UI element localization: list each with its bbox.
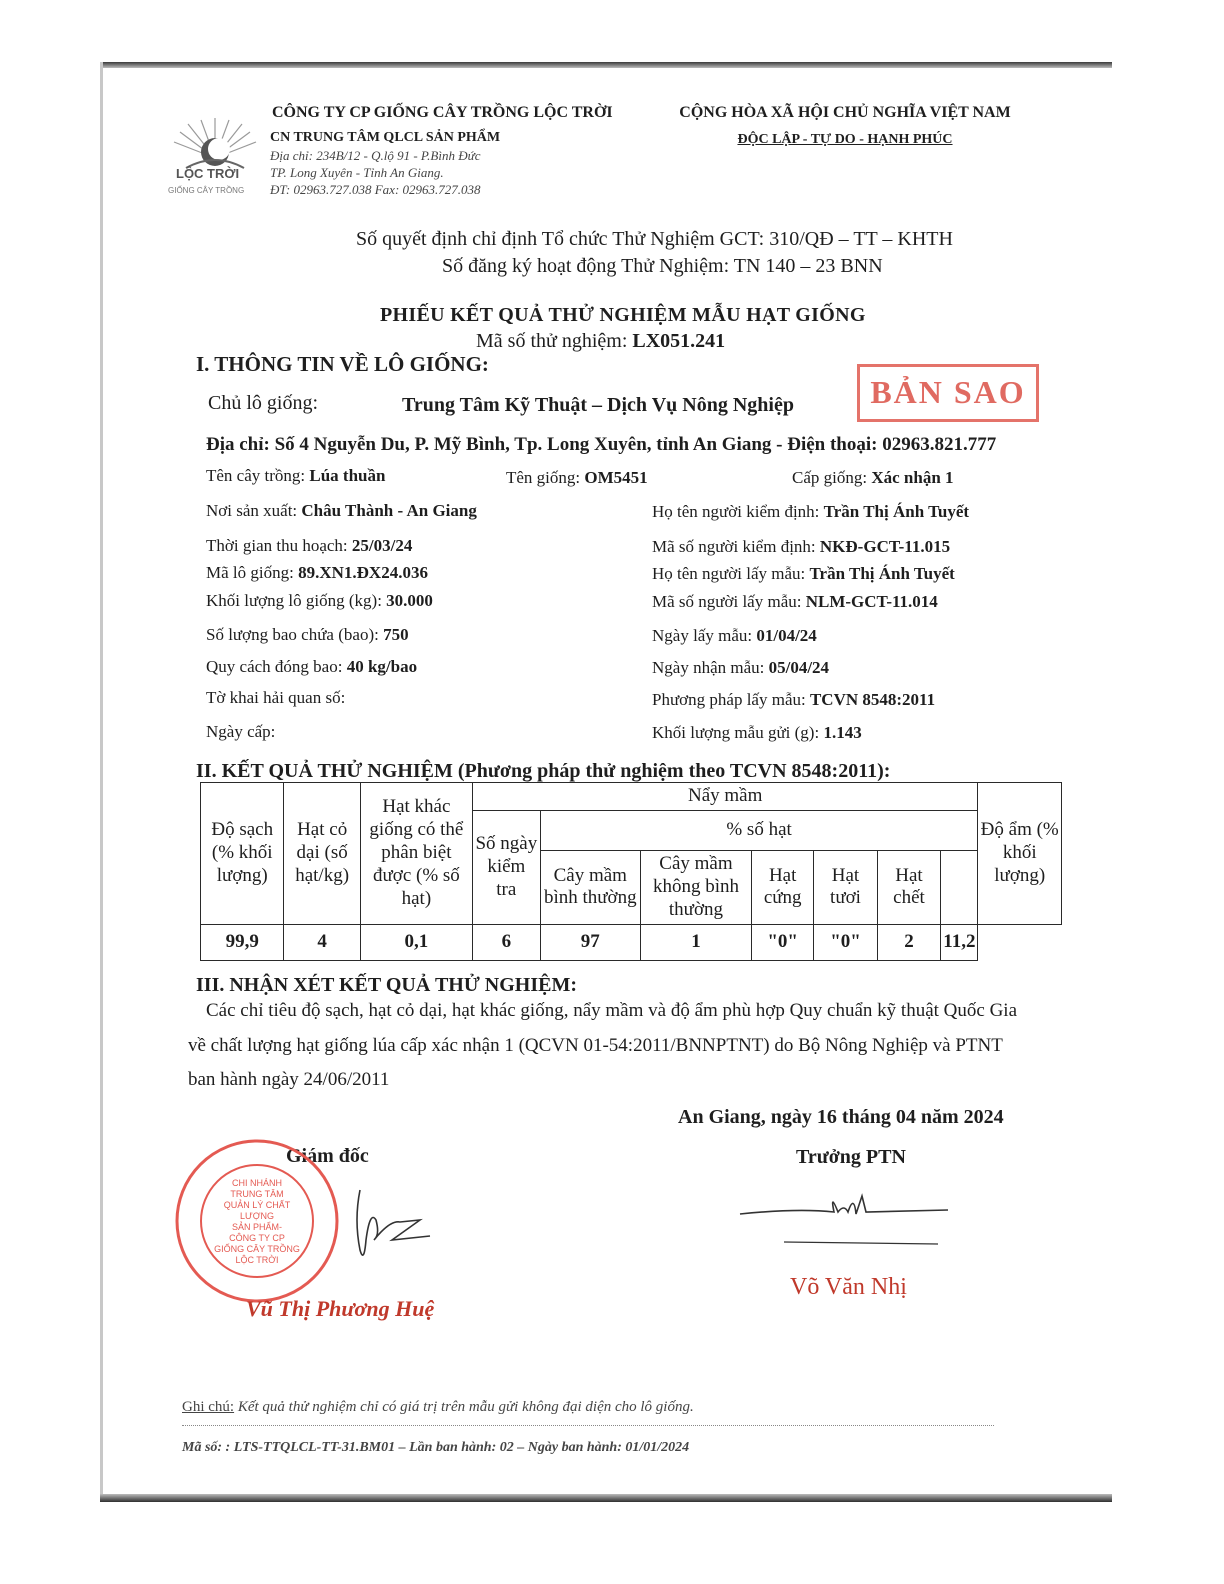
note-text: Kết quả thử nghiệm chỉ có giá trị trên mẫu gửi không đại diện cho lô giống. <box>237 1399 694 1415</box>
weight-label: Khối lượng lô giống (kg): <box>206 591 382 610</box>
customs-label: Tờ khai hải quan số: <box>206 688 346 707</box>
section-2-heading: II. KẾT QUẢ THỬ NGHIỆM (Phương pháp thử nghiệm theo TCVN 8548:2011): <box>196 760 891 782</box>
inspector-code-field <box>652 537 950 557</box>
crop-label: Tên cây trồng: <box>206 466 306 485</box>
value-dead: 2 <box>877 924 941 960</box>
scan-edge-left <box>100 62 103 1502</box>
packing-value: 40 kg/bao <box>346 657 418 676</box>
value-purity: 99,9 <box>201 924 284 960</box>
lab-head-name: Võ Văn Nhị <box>790 1274 907 1300</box>
nation-title: CỘNG HÒA XÃ HỘI CHỦ NGHĨA VIỆT NAM <box>679 104 1011 121</box>
place-date: An Giang, ngày 16 tháng 04 năm 2024 <box>678 1106 1004 1128</box>
value-moisture: 11,2 <box>941 924 978 960</box>
footer-divider <box>182 1425 994 1426</box>
bags-label: Số lượng bao chứa (bao): <box>206 625 379 644</box>
decision-line-2: Số đăng ký hoạt động Thử Nghiệm: TN 140 – 23 BNN <box>442 255 883 277</box>
owner-address: Địa chỉ: Số 4 Nguyễn Du, P. Mỹ Bình, Tp. Long Xuyên, tỉnh An Giang - Điện thoại: 02963.821.777 <box>206 434 997 455</box>
inspector-code-value: NKĐ-GCT-11.015 <box>819 537 951 556</box>
sample-date-field <box>652 626 817 646</box>
header-moisture: Độ ẩm (% khối lượng) <box>978 783 1062 925</box>
scan-edge-top <box>100 62 1112 68</box>
header-other-variety: Hạt khác giống có thể phân biệt được (% số hạt) <box>360 783 472 925</box>
value-weed: 4 <box>284 924 360 960</box>
sample-weight-label: Khối lượng mẫu gửi (g): <box>652 723 820 742</box>
remark-line-1: Các chỉ tiêu độ sạch, hạt cỏ dại, hạt khác giống, nẩy mầm và độ ẩm phù hợp Quy chuẩn kỹ thuật Quốc Gia <box>206 1000 1017 1021</box>
crop-field <box>206 466 385 486</box>
place-label: Nơi sản xuất: <box>206 501 298 520</box>
value-hard: "0" <box>752 924 814 960</box>
inspector-value: Trần Thị Ánh Tuyết <box>823 502 970 521</box>
company-phone: ĐT: 02963.727.038 Fax: 02963.727.038 <box>270 182 481 197</box>
remark-line-3: ban hành ngày 24/06/2011 <box>188 1069 390 1090</box>
method-field <box>652 690 935 710</box>
company-name: CÔNG TY CP GIỐNG CÂY TRỒNG LỘC TRỜI <box>272 104 613 121</box>
company-seal <box>172 1136 342 1306</box>
director-title: Giám đốc <box>286 1145 369 1167</box>
variety-label: Tên giống: <box>506 468 581 487</box>
lab-head-signature-icon <box>738 1182 958 1252</box>
packing-label: Quy cách đóng bao: <box>206 657 343 676</box>
owner-value: Trung Tâm Kỹ Thuật – Dịch Vụ Nông Nghiệp <box>402 394 794 416</box>
scan-edge-bottom <box>100 1494 1112 1502</box>
issue-date-label: Ngày cấp: <box>206 722 276 741</box>
header-abnormal: Cây mầm không bình thường <box>640 850 751 924</box>
document-title: PHIẾU KẾT QUẢ THỬ NGHIỆM MẪU HẠT GIỐNG <box>380 304 866 326</box>
harvest-label: Thời gian thu hoạch: <box>206 536 348 555</box>
variety-value: OM5451 <box>584 468 648 487</box>
header-weed: Hạt cỏ dại (số hạt/kg) <box>284 783 360 925</box>
decision-line-1: Số quyết định chỉ định Tổ chức Thử Nghiệm GCT: 310/QĐ – TT – KHTH <box>356 228 953 250</box>
header-fresh: Hạt tươi <box>814 850 877 924</box>
sample-weight-field <box>652 723 862 743</box>
header-percent: % số hạt <box>540 810 978 850</box>
header-germination: Nẩy mầm <box>472 783 978 811</box>
test-code-label: Mã số thử nghiệm: <box>476 330 628 352</box>
seal-inner-text: CHI NHÁNH TRUNG TÂM QUẢN LÝ CHẤT LƯỢNG SẢN PHẨM- CÔNG TY CP GIỐNG CÂY TRỒNG LỘC TRỜI <box>214 1178 300 1265</box>
copy-stamp: BẢN SAO <box>857 364 1039 422</box>
logo-tagline: GIỐNG CÂY TRỒNG <box>168 186 245 195</box>
harvest-value: 25/03/24 <box>351 536 413 555</box>
place-value: Châu Thành - An Giang <box>301 501 477 520</box>
section-1-heading: I. THÔNG TIN VỀ LÔ GIỐNG: <box>196 352 489 376</box>
section-3-heading: III. NHẬN XÉT KẾT QUẢ THỬ NGHIỆM: <box>196 974 577 996</box>
sampler-code-field <box>652 592 938 612</box>
lab-head-title: Trưởng PTN <box>796 1146 906 1168</box>
footer-note <box>182 1399 694 1416</box>
header-hard: Hạt cứng <box>752 850 814 924</box>
header-normal: Cây mầm bình thường <box>540 850 640 924</box>
variety-field <box>506 468 648 488</box>
grade-field <box>792 468 954 488</box>
receive-date-field <box>652 658 829 678</box>
inspector-field <box>652 502 969 522</box>
value-normal: 97 <box>540 924 640 960</box>
sampler-value: Trần Thị Ánh Tuyết <box>809 564 955 583</box>
director-name: Vũ Thị Phương Huệ <box>246 1296 435 1321</box>
remark-line-2: về chất lượng hạt giống lúa cấp xác nhận 1 (QCVN 01-54:2011/BNNPTNT) do Bộ Nông Nghiệp và PTNT <box>188 1035 1003 1056</box>
method-label: Phương pháp lấy mẫu: <box>652 690 806 709</box>
value-fresh: "0" <box>814 924 877 960</box>
inspector-code-label: Mã số người kiểm định: <box>652 537 816 556</box>
sample-date-value: 01/04/24 <box>756 626 817 645</box>
header-dead: Hạt chết <box>877 850 941 924</box>
receive-date-value: 05/04/24 <box>768 658 830 677</box>
method-value: TCVN 8548:2011 <box>809 690 936 709</box>
company-branch: CN TRUNG TÂM QLCL SẢN PHẨM <box>270 130 501 145</box>
sampler-code-label: Mã số người lấy mẫu: <box>652 592 802 611</box>
sampler-field <box>652 564 955 584</box>
bags-field <box>206 625 409 645</box>
lot-value: 89.XN1.ĐX24.036 <box>298 563 428 582</box>
note-label: Ghi chú: <box>182 1399 235 1415</box>
lot-field <box>206 563 428 583</box>
value-abnormal: 1 <box>640 924 751 960</box>
company-address-2: TP. Long Xuyên - Tỉnh An Giang. <box>270 165 444 180</box>
sampler-code-value: NLM-GCT-11.014 <box>805 592 938 611</box>
test-code-line <box>476 330 725 353</box>
header-purity: Độ sạch (% khối lượng) <box>201 783 284 925</box>
bags-value: 750 <box>383 625 409 644</box>
weight-field <box>206 591 433 611</box>
nation-header <box>650 104 1040 148</box>
place-field <box>206 501 477 521</box>
company-address-1: Địa chỉ: 234B/12 - Q.lộ 91 - P.Bình Đức <box>270 148 481 163</box>
company-logo <box>166 112 264 204</box>
value-other-variety: 0,1 <box>360 924 472 960</box>
director-signature-icon <box>330 1180 440 1270</box>
header-days: Số ngày kiểm tra <box>472 810 540 924</box>
logo-brand: LỘC TRỜI <box>176 166 240 181</box>
inspector-label: Họ tên người kiểm định: <box>652 502 820 521</box>
owner-label: Chủ lô giống: <box>208 392 319 414</box>
packing-field <box>206 657 417 677</box>
test-code-value: LX051.241 <box>632 330 726 352</box>
harvest-field <box>206 536 412 556</box>
grade-label: Cấp giống: <box>792 468 868 487</box>
nation-motto: ĐỘC LẬP - TỰ DO - HẠNH PHÚC <box>737 132 953 147</box>
sample-date-label: Ngày lấy mẫu: <box>652 626 753 645</box>
grade-value: Xác nhận 1 <box>871 468 954 487</box>
results-table <box>200 782 1062 961</box>
company-header <box>270 104 650 198</box>
value-days: 6 <box>472 924 540 960</box>
table-row <box>201 924 1062 960</box>
form-code: Mã số: : LTS-TTQLCL-TT-31.BM01 – Lần ban hành: 02 – Ngày ban hành: 01/01/2024 <box>182 1440 690 1455</box>
weight-value: 30.000 <box>386 591 433 610</box>
sampler-label: Họ tên người lấy mẫu: <box>652 564 806 583</box>
crop-value: Lúa thuần <box>309 466 386 485</box>
lot-label: Mã lô giống: <box>206 563 294 582</box>
receive-date-label: Ngày nhận mẫu: <box>652 658 765 677</box>
sample-weight-value: 1.143 <box>823 723 862 742</box>
